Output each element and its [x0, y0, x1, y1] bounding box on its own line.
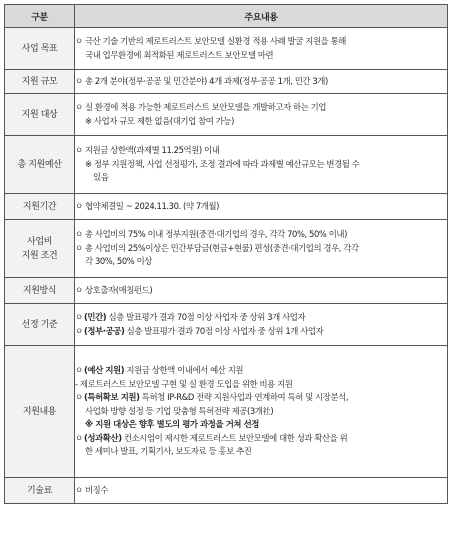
content-note: 있음	[93, 172, 109, 183]
content-line: ㅇ(성과확산) 컨소시엄이 제시한 제로트러스트 보안모델에 대한 성과 확산을 위	[75, 432, 348, 443]
table-row	[5, 346, 448, 478]
table-row	[5, 278, 448, 304]
content-line: 국내 업무환경에 최적화된 제로트러스트 보안모델 마련	[85, 49, 274, 60]
row-label: 지원 규모	[5, 70, 75, 94]
content-text: 심층 발표평가 결과 70점 이상 사업자 중 상위 1개 사업자	[124, 325, 324, 336]
content-bold: (성과확산)	[84, 432, 122, 443]
content-note: ※ 정부 지원정책, 사업 선정평가, 조정 결과에 따라 과제별 예산규모는 변경될 수	[85, 158, 360, 169]
row-label-line: 사업비	[27, 236, 52, 247]
row-content	[75, 136, 448, 194]
table-row	[5, 70, 448, 94]
content-line: ㅇ 실 환경에 적용 가능한 제로트러스트 보안모델을 개발하고자 하는 기업	[75, 102, 327, 112]
content-line: ㅇ(민간) 심층 발표평가 결과 70점 이상 사업자 중 상위 3개 사업자	[75, 312, 306, 322]
content-line: ㅇ 비징수	[75, 484, 109, 495]
row-label: 지원 대상	[5, 94, 75, 136]
row-content	[75, 70, 448, 94]
content-line: 각 30%, 50% 이상	[85, 256, 152, 267]
row-label-line: 지원 조건	[21, 250, 58, 261]
content-text: 심층 발표평가 결과 70점 이상 사업자 중 상위 3개 사업자	[106, 312, 306, 322]
content-line: ㅇ(예산 지원) 지원금 상한액 이내에서 예산 지원	[75, 365, 244, 376]
table-row	[5, 478, 448, 504]
table-header-row	[5, 5, 448, 28]
content-line: ㅇ 총 2개 분야(정부·공공 및 민간분야) 4개 과제(정부·공공 1개, 민간 3개)	[75, 75, 328, 86]
row-label: 선정 기준	[5, 304, 75, 346]
row-content	[75, 28, 448, 70]
table-row	[5, 136, 448, 194]
header-main-content: 주요내용	[75, 5, 448, 28]
content-bold: (특허확보 지원)	[84, 392, 140, 403]
content-bold: (예산 지원)	[84, 365, 125, 376]
content-text: 컨소시엄이 제시한 제로트러스트 보안모델에 대한 성과 확산을 위	[121, 432, 348, 443]
content-line: ㅇ 협약체결일 ~ 2024.11.30. (약 7개월)	[75, 200, 220, 211]
row-content	[75, 220, 448, 278]
content-line: 한 세미나 발표, 기획기사, 보도자료 등 홍보 추진	[85, 446, 252, 457]
content-line: ㅇ 총 사업비의 25%이상은 민간부담금(현금+현물) 편성(중견·대기업의 경우, 각각	[75, 242, 359, 253]
row-label: 지원내용	[5, 346, 75, 478]
table-row	[5, 304, 448, 346]
row-content	[75, 478, 448, 504]
table-row	[5, 194, 448, 220]
row-label: 사업 목표	[5, 28, 75, 70]
content-text: 지원금 상한액 이내에서 예산 지원	[124, 365, 244, 376]
row-content	[75, 278, 448, 304]
row-label: 지원기간	[5, 194, 75, 220]
row-content	[75, 346, 448, 478]
table-row	[5, 28, 448, 70]
content-bold: (정부·공공)	[84, 325, 125, 336]
content-line: ㅇ(특허확보 지원) 특허청 IP-R&D 전략 지원사업과 연계하여 특허 및 시장분석,	[75, 392, 349, 403]
content-line: ㅇ(정부·공공) 심층 발표평가 결과 70점 이상 사업자 중 상위 1개 사업자	[75, 325, 324, 336]
content-line: ㅇ 총 사업비의 75% 이내 정부지원(중견·대기업의 경우, 각각 70%, 50% 이내)	[75, 229, 347, 240]
content-note: ※ 사업자 규모 제한 없음(대기업 참여 가능)	[85, 115, 234, 126]
table-row	[5, 220, 448, 278]
row-label: 총 지원예산	[5, 136, 75, 194]
row-content	[75, 304, 448, 346]
row-label: 지원방식	[5, 278, 75, 304]
content-bold: (민간)	[84, 312, 107, 322]
row-label: 기술료	[5, 478, 75, 504]
content-note: ※ 지원 대상은 향후 별도의 평가 과정을 거쳐 선정	[85, 419, 259, 430]
row-label	[5, 220, 75, 278]
row-content	[75, 194, 448, 220]
header-category: 구분	[5, 5, 75, 28]
program-overview-table	[4, 4, 448, 504]
content-line: ㅇ 상호출자(매칭펀드)	[75, 284, 153, 295]
content-line: ㅇ 지원금 상한액(과제별 11.25억원) 이내	[75, 145, 220, 156]
table-row	[5, 94, 448, 136]
content-line: - 제로트러스트 보안모델 구현 및 실 환경 도입을 위한 비용 지원	[75, 378, 293, 389]
content-text: 특허청 IP-R&D 전략 지원사업과 연계하여 특허 및 시장분석,	[139, 392, 349, 403]
content-line: 사업화 방향 설정 등 기업 맞춤형 특허전략 제공(3개社)	[85, 405, 274, 416]
content-line: ㅇ 극산 기술 기반의 제로트러스트 보안모델 실환경 적용 사례 발굴 지원을 통해	[75, 36, 346, 46]
row-content	[75, 94, 448, 136]
